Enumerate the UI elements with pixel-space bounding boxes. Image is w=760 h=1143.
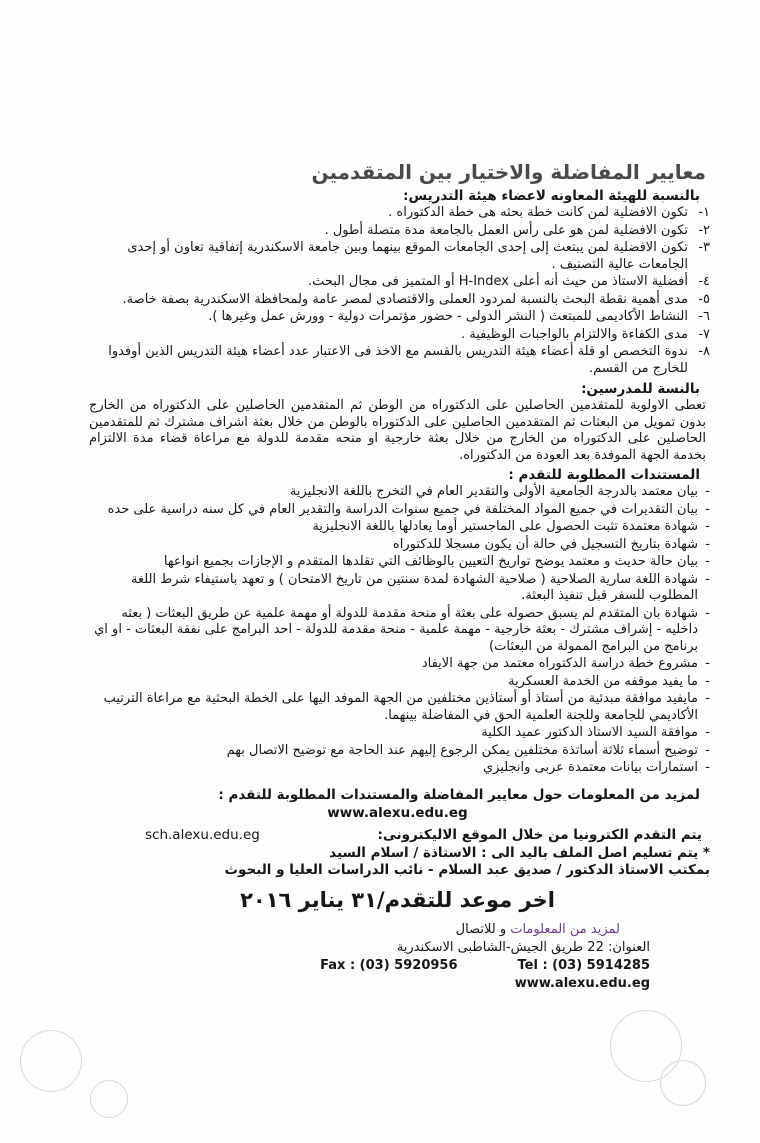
- document-title: معايير المفاضلة والاختيار بين المتقدمين: [311, 160, 706, 184]
- decorative-circle: [660, 1060, 706, 1106]
- section-documents-heading: المستندات المطلوبة للتقدم :: [508, 467, 700, 483]
- apply-online-label: يتم التقدم الكترونيا من خلال الموقع الاليكترونى:: [377, 826, 702, 843]
- criteria-item: ٤- أفضلية الاستاذ من حيث أنه أعلى H-Index أو المتميز فى مجال البحث.: [307, 274, 710, 289]
- contact-heading: [85, 922, 620, 937]
- document-item: - شهادة بان المتقدم لم يسبق حصوله على بعثة أو منحة مقدمة للدولة أو مهمة علمية عن طريق البعثات ( بعثه داخليه - إشراف مشترك - بعثة خارجية - مهمة علمية - منحة مقدمة للدولة - احد البرامج على نفقة البعثات - او اي برنامج من البرامج الممولة من البعثات): [94, 605, 710, 654]
- document-item: - شهادة معتمدة تثبت الحصول على الماجستير أوما يعادلها باللغة الانجليزية: [312, 519, 710, 534]
- criteria-item: ٢- تكون الافضلية لمن هو على رأس العمل بالجامعة مدة متصلة أطول .: [324, 222, 710, 238]
- more-info-heading: لمزيد من المعلومات حول معايير المفاضلة والمستندات المطلوبة للتقدم :: [218, 786, 700, 803]
- deadline-banner: اخر موعد للتقدم/٣١ يناير ٢٠١٦: [240, 887, 555, 912]
- section-assistant-staff-heading: بالنسبة للهيئة المعاونه لاعضاء هيئة التدريس:: [403, 188, 700, 204]
- section-teachers-heading: بالنسة للمدرسين:: [581, 381, 700, 397]
- apply-online-row: [85, 827, 702, 843]
- document-item: - ما يفيد موقفه من الخدمة العسكرية: [508, 673, 710, 689]
- tel-number: Tel : (03) 5914285: [517, 957, 650, 973]
- decorative-circle: [20, 1030, 82, 1092]
- contact-heading-part2: و للاتصال: [455, 921, 511, 937]
- criteria-item: ٥- مدى أهمية نقطة البحث بالنسبة لمردود العملى والاقتصادى لمصر عامة ولمحافظة الاسكندرية بصفة خاصة.: [122, 291, 710, 307]
- document-item: - مشروع خطة دراسة الدكتوراه معتمد من جهة الايفاد: [421, 656, 710, 671]
- document-item: - شهادة اللغة سارية الصلاحية ( صلاحية الشهادة لمدة سنتين من تاريخ الامتحان ) و تعهد باستيفاء شرط اللغة المطلوب للسفر قبل تنفيذ البعثة.: [130, 571, 710, 603]
- office-line: بمكتب الاستاذ الدكتور / صديق عبد السلام - نائب الدراسات العليا و البحوث: [224, 861, 710, 878]
- submit-file-line: * يتم تسليم اصل الملف باليد الى : الاستاذة / اسلام السيد: [329, 844, 710, 861]
- phone-fax-row: [85, 957, 650, 975]
- decorative-circle: [90, 1080, 128, 1118]
- criteria-item: ٨- ندوة التخصص او قلة أعضاء هيئة التدريس بالقسم مع الاخذ فى الاعتبار عدد أعضاء هيئة التدريس الذين أوفدوا للخارج من القسم.: [108, 344, 710, 376]
- document-item: - استمارات بيانات معتمدة عربى وانجليزي: [482, 760, 710, 775]
- assistant-criteria-list: [85, 205, 710, 377]
- document-item: - بيان حالة حديث و معتمد يوضح تواريخ التعيين بالوظائف التي تقلدها المتقدم و الإجازات بجميع انواعها: [163, 554, 710, 569]
- document-body: [85, 160, 710, 993]
- contact-footer: [85, 939, 650, 993]
- document-item: - مايفيد موافقة مبدئية من أستاذ أو أستاذين مختلفين من الجهة الموفد اليها على الخطة البحثية مع مراعاة الترتيب الأكاديمي للجامعة وللجنة العلمية الحق في المفاضلة بينهما.: [103, 691, 710, 723]
- more-info-url[interactable]: www.alexu.edu.eg: [327, 804, 468, 821]
- documents-list: [85, 484, 710, 777]
- criteria-item: ٣- تكون الافضلية لمن يبتعث إلى إحدى الجامعات الموقع بينهما وبين جامعة الاسكندرية إتفاقية تعاون أو إحدى الجامعات عالية التصنيف .: [127, 240, 710, 272]
- document-item: - بيان التقديرات في جميع المواد المختلفة في جميع سنوات الدراسة والتقدير العام في كل سنه دراسية على حده: [107, 501, 710, 517]
- document-item: - شهادة بتاريخ التسجيل في حالة أن يكون مسجلا للدكتوراه: [392, 536, 710, 552]
- footer-website[interactable]: www.alexu.edu.eg: [514, 975, 650, 991]
- document-item: - موافقة السيد الاستاذ الدكتور عميد الكلية: [481, 725, 710, 740]
- fax-number: Fax : (03) 5920956: [320, 957, 458, 973]
- document-item: - توضيح أسماء ثلاثة أساتذة مختلفين يمكن الرجوع إليهم عند الحاجة مع توضيح الاتصال بهم: [226, 742, 710, 758]
- criteria-item: ٦- النشاط الأكاديمى للمبتعث ( النشر الدولى - حضور مؤتمرات دولية - وورش عمل وغيرها ).: [208, 309, 710, 324]
- teachers-paragraph: تعطى الاولوية للمتقدمين الحاصلين على الدكتوراه من الوطن ثم المتقدمين الحاصلين على الدكتوراه من الخارج بدون تمويل من البعثات ثم المتقدمين الحاصلين على الدكتوراه بالوطن من خلال بعثة اشراف مشترك ثم للمتقدمين الحاصلين على الدكتوراه من الخارج من خلال بعثة خارجية او منحه مقدمة للدولة مع مراعاة قضاء مدة الالتزام بخدمة الجهة الموفدة بعد العودة من الدكتوراه.: [89, 398, 706, 463]
- criteria-item: ٧- مدى الكفاءة والالتزام بالواجبات الوظيفية .: [460, 326, 710, 342]
- document-item: - بيان معتمد بالدرجة الجامعية الأولى والتقدير العام في التخرج باللغة الانجليزية: [289, 484, 710, 499]
- contact-heading-part1: لمزيد من المعلومات: [510, 921, 620, 937]
- criteria-item: ١- تكون الافضلية لمن كانت خطة بحثه هى خطة الدكتوراه .: [388, 205, 710, 220]
- address-line: العنوان: 22 طريق الجيش-الشاطبى الاسكندرية: [396, 939, 650, 955]
- apply-online-url[interactable]: sch.alexu.edu.eg: [145, 826, 260, 843]
